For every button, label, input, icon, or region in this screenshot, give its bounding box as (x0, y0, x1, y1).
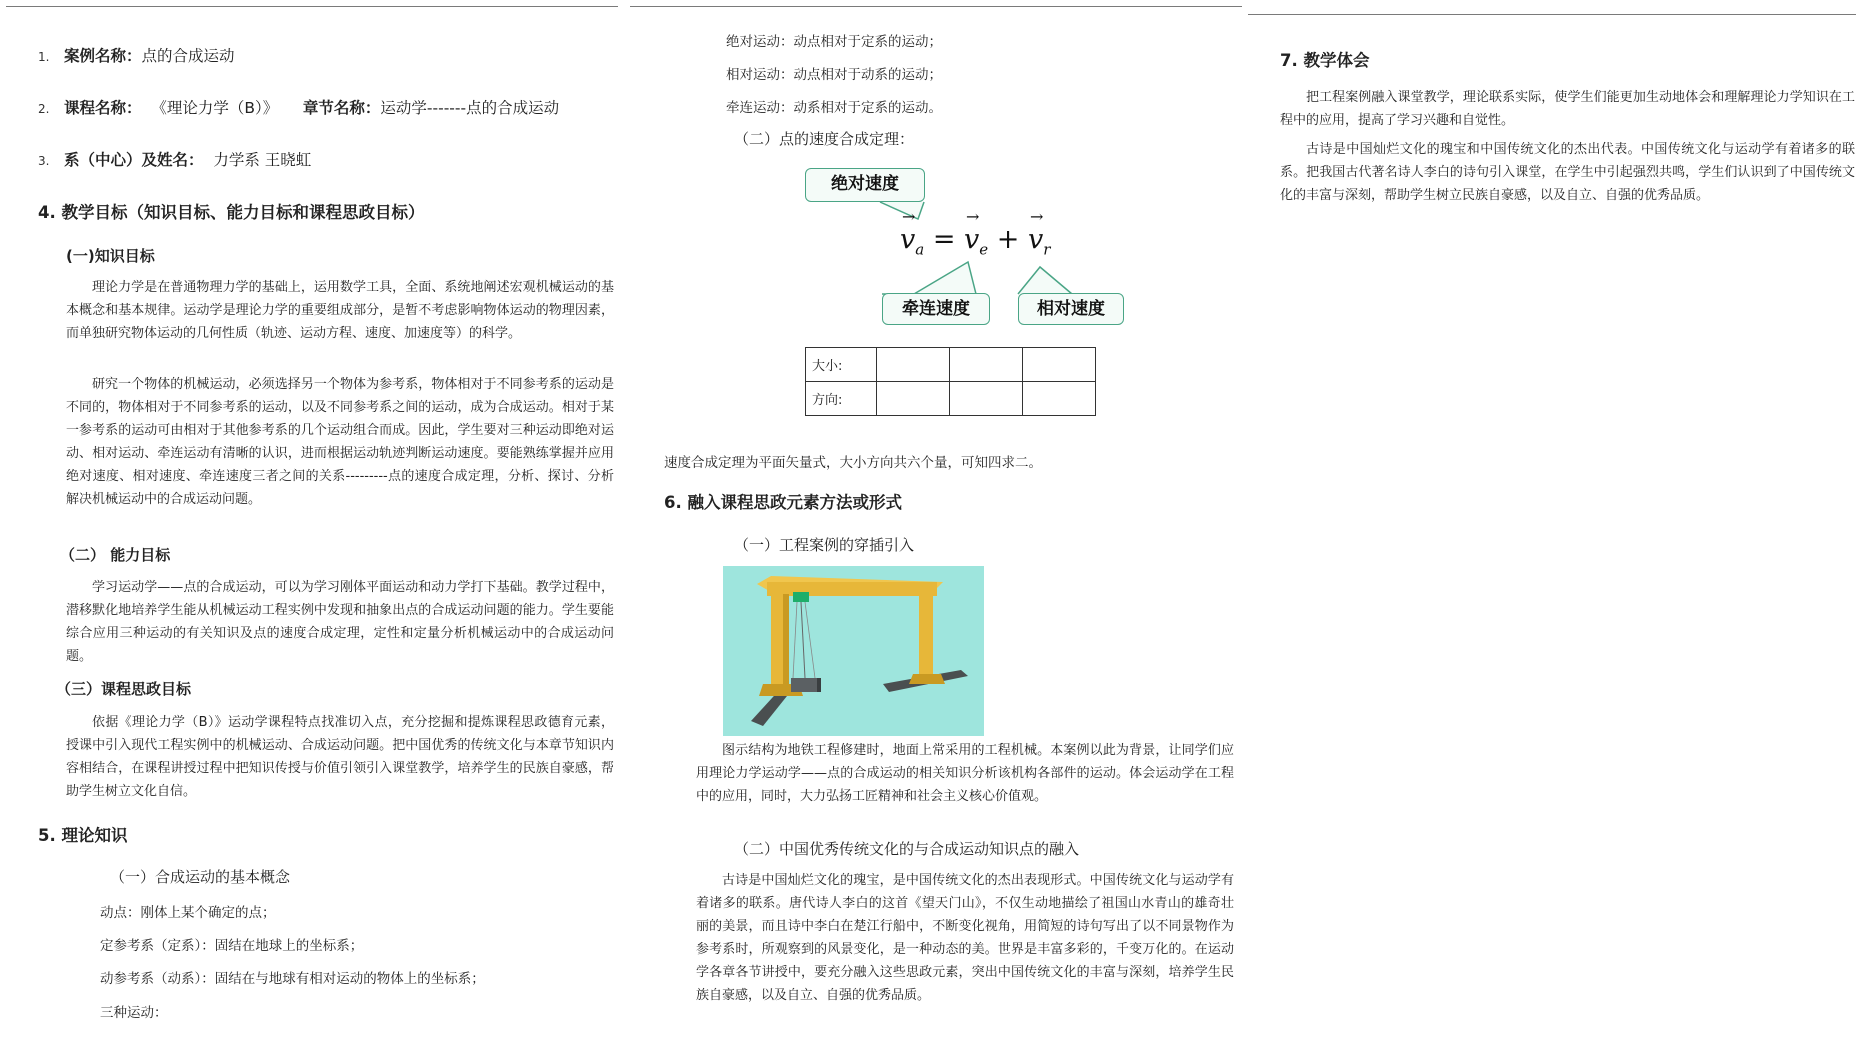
concept-moving-frame: 动参考系（动系）：固结在与地球有相对运动的物体上的坐标系； (100, 971, 485, 987)
knowledge-para-1: 理论力学是在普通物理力学的基础上，运用数学工具，全面、系统地阐述宏观机械运动的基本概念和基本规律。运动学是理论力学的重要组成部分，是暂不考虑影响物体运动的物理因素，而单独研究物体运动的几何性质（轨迹、运动方程、速度、加速度等）的科学。 (66, 280, 614, 341)
vector-v-a: → $v_a$ (900, 224, 924, 258)
vector-v-r: → $v_r$ (1028, 224, 1050, 258)
relative-motion-line: 相对运动：动点相对于动系的运动； (726, 67, 942, 83)
department-value: 力学系 王晓虹 (213, 151, 312, 169)
ability-goal-title: （二） 能力目标 (60, 546, 171, 564)
case-name-label: 案例名称： (64, 47, 142, 65)
item-course-name (38, 96, 559, 118)
plus-sign: + (996, 224, 1020, 255)
relative-velocity-bubble: 相对速度 (1018, 293, 1124, 325)
concept-three-motions: 三种运动： (100, 1005, 168, 1021)
transport-velocity-bubble: 牵连速度 (882, 293, 990, 325)
velocity-theorem-title: （二）点的速度合成定理： (734, 130, 915, 148)
concepts-title: （一）合成运动的基本概念 (110, 868, 291, 886)
knowledge-para-2: 研究一个物体的机械运动，必须选择另一个物体为参考系，物体相对于不同参考系的运动是不同的，物体相对于不同参考系的运动，以及不同参考系之间的运动，成为合成运动。相对于某一参考系的运动可由相对于其他参考系的几个运动组合而成。因此，学生要对三种运动即绝对运动、相对运动、牵连运动有清晰的认识，进而根据运动轨迹判断运动速度。要能熟练掌握并应用绝对速度、相对速度、牵连速度三者之间的关系---------点的速度合成定理，分析、探讨、分析解决机械运动中的合成运动问题。 (66, 377, 614, 507)
section-7-title: 7. 教学体会 (1280, 51, 1370, 70)
section-6-title: 6. 融入课程思政元素方法或形式 (664, 493, 902, 512)
absolute-motion-line: 绝对运动：动点相对于定系的运动； (726, 34, 942, 50)
velocity-table (805, 347, 1096, 416)
culture-title: （二）中国优秀传统文化的与合成运动知识点的融入 (734, 840, 1080, 858)
table-cell (1023, 382, 1096, 416)
theorem-note: 速度合成定理为平面矢量式，大小方向共六个量，可知四求二。 (664, 455, 1042, 471)
table-cell (877, 348, 950, 382)
table-row (806, 382, 1096, 416)
ideology-para: 依据《理论力学（B）》运动学课程特点找准切入点，充分挖掘和提炼课程思政德育元素，授课中引入现代工程实例中的机械运动、合成运动问题。把中国优秀的传统文化与本章节知识内容相结合，在课程讲授过程中把知识传授与价值引领引入课堂教学，培养学生的民族自豪感，帮助学生树立文化自信。 (66, 715, 614, 799)
concept-moving-point: 动点：刚体上某个确定的点； (100, 905, 276, 921)
engineering-case-title: （一）工程案例的穿插引入 (734, 536, 915, 554)
course-name-label: 课程名称： (64, 99, 142, 117)
case-name-value: 点的合成运动 (141, 47, 235, 65)
vector-v-e: → $v_e$ (964, 224, 988, 258)
culture-para: 古诗是中国灿烂文化的瑰宝，是中国传统文化的杰出表现形式。中国传统文化与运动学有着诸多的联系。唐代诗人李白的这首《望天门山》，不仅生动地描绘了祖国山水青山的雄奇壮丽的美景，而且诗中李白在楚江行船中，不断变化视角，用简短的诗句写出了以不同景物作为参考系时，所观察到的风景变化，是一种动态的美。世界是丰富多彩的，千变万化的。在运动学各章各节讲授中，要充分融入这些思政元素，突出中国传统文化的丰富与深刻，培养学生民族自豪感，以及自立、自强的优秀品质。 (696, 873, 1234, 1003)
reflection-para-2: 古诗是中国灿烂文化的瑰宝和中国传统文化的杰出代表。中国传统文化与运动学有着诸多的联系。把我国古代著名诗人李白的诗句引入课堂，在学生中引起强烈共鸣，学生们认识到了中国传统文化的丰富与深刻，帮助学生树立民族自豪感，以及自立、自强的优秀品质。 (1280, 142, 1855, 203)
item-case-name (38, 44, 235, 66)
gantry-crane-image (723, 566, 984, 736)
item-number: 2. (38, 102, 50, 116)
item-number: 3. (38, 154, 50, 168)
section-5-title: 5. 理论知识 (38, 826, 128, 845)
top-rule-left (6, 6, 618, 7)
table-cell (1023, 348, 1096, 382)
velocity-formula (900, 224, 1050, 258)
section-4-title: 4. 教学目标（知识目标、能力目标和课程思政目标） (38, 203, 425, 222)
chapter-name-value: 运动学-------点的合成运动 (380, 99, 560, 117)
item-department (38, 148, 311, 170)
reflection-para-1: 把工程案例融入课堂教学，理论联系实际，使学生们能更加生动地体会和理解理论力学知识在工程中的应用，提高了学习兴趣和自觉性。 (1280, 90, 1855, 128)
department-label: 系（中心）及姓名： (64, 151, 204, 169)
knowledge-goal-title: (一)知识目标 (66, 247, 155, 265)
table-cell (877, 382, 950, 416)
size-row-label: 大小: (806, 348, 877, 382)
course-name-value: 《理论力学（B）》 (151, 99, 279, 117)
chapter-name-label: 章节名称： (302, 99, 381, 117)
equals-sign: = (932, 224, 956, 255)
table-cell (950, 382, 1023, 416)
concept-fixed-frame: 定参考系（定系）：固结在地球上的坐标系； (100, 938, 364, 954)
absolute-velocity-bubble: 绝对速度 (805, 168, 925, 202)
top-rule-right (1248, 14, 1856, 15)
table-row (806, 348, 1096, 382)
item-number: 1. (38, 50, 50, 64)
ability-para: 学习运动学——点的合成运动，可以为学习刚体平面运动和动力学打下基础。教学过程中，潜移默化地培养学生能从机械运动工程实例中发现和抽象出点的合成运动问题的能力。学生要能综合应用三种运动的有关知识及点的速度合成定理，定性和定量分析机械运动中的合成运动问题。 (66, 580, 614, 664)
table-cell (950, 348, 1023, 382)
direction-row-label: 方向: (806, 382, 877, 416)
ideology-goal-title: （三）课程思政目标 (56, 680, 192, 698)
transport-motion-line: 牵连运动：动系相对于定系的运动。 (726, 100, 942, 116)
engineering-case-para: 图示结构为地铁工程修建时，地面上常采用的工程机械。本案例以此为背景，让同学们应用理论力学运动学——点的合成运动的相关知识分析该机构各部件的运动。体会运动学在工程中的应用，同时，大力弘扬工匠精神和社会主义核心价值观。 (696, 743, 1234, 804)
